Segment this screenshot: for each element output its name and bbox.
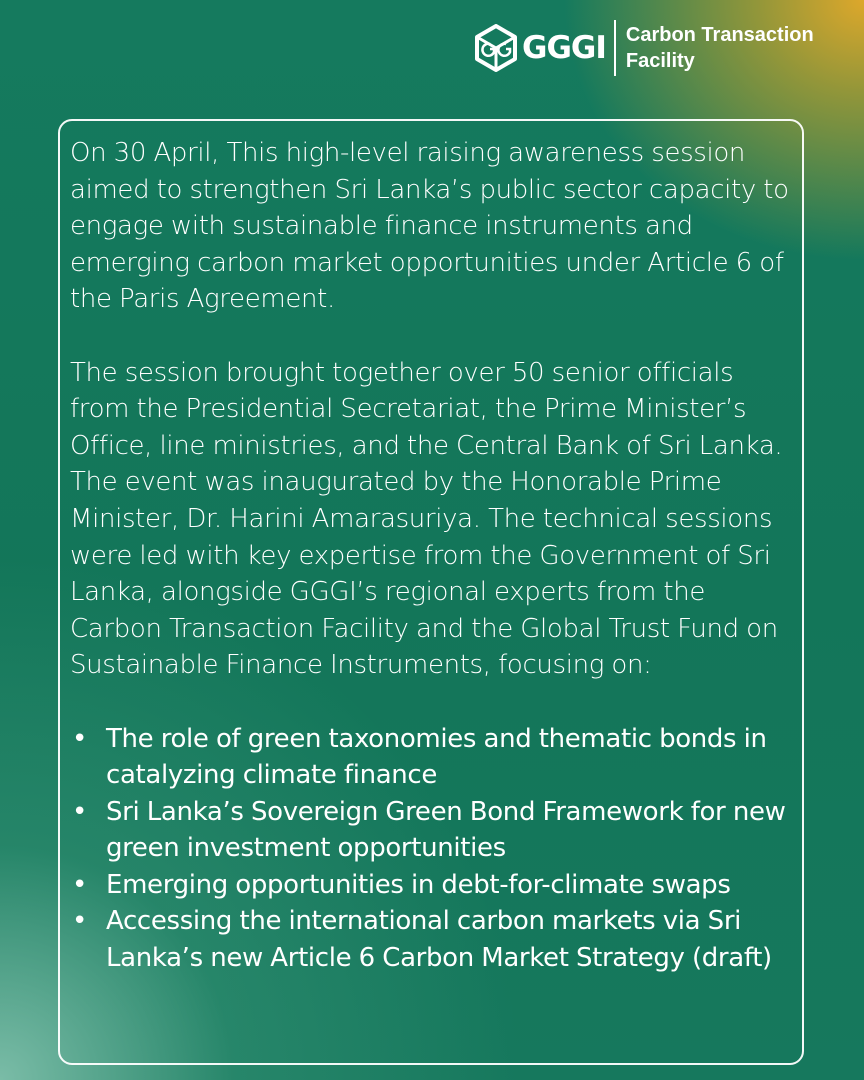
session-paragraph: The session brought together over 50 senior officials from the Presidential Secretariat, the Prime Minister’s Office, line ministries, and the Central Bank of Sri Lanka. The event was inaugurated by the Honorable Prime Minister, Dr. Harini Amarasuriya. The technical sessions were led with key expertise from the Government of Sri Lanka, alongside GGGI’s regional experts from the Carbon Transaction Facility and the Global Trust Fund on Sustainable Finance Instruments, focusing on: — [70, 357, 783, 681]
bullet-icon: • — [72, 723, 87, 754]
gggi-logo — [474, 18, 844, 78]
logo-divider — [614, 20, 616, 76]
content-panel — [58, 119, 804, 1065]
logo-subtitle-line-1: Carbon Transaction — [625, 24, 814, 46]
list-item — [70, 721, 794, 794]
list-item-text: Sri Lanka’s Sovereign Green Bond Framework for new green investment opportunities — [106, 796, 786, 864]
bullet-icon: • — [72, 796, 87, 827]
gggi-cube-icon — [474, 24, 518, 72]
list-item-text: Emerging opportunities in debt-for-climate swaps — [106, 869, 731, 900]
focus-list — [70, 721, 794, 977]
list-item-text: Accessing the international carbon markets via Sri Lanka’s new Article 6 Carbon Market Strategy (draft) — [106, 906, 772, 974]
logo-subtitle-line-2: Facility — [625, 50, 695, 72]
list-item — [70, 794, 794, 867]
list-item — [70, 867, 794, 904]
bullet-icon: • — [72, 869, 87, 900]
intro-paragraph: On 30 April, This high-level raising awareness session aimed to strengthen Sri Lanka’s public sector capacity to engage with sustainable finance instruments and emerging carbon market opportunities under Article 6 of the Paris Agreement. — [70, 138, 789, 315]
list-item-text: The role of green taxonomies and thematic bonds in catalyzing climate finance — [106, 723, 767, 791]
gggi-wordmark: GGGI — [522, 30, 606, 66]
logo-subtitle — [626, 22, 814, 74]
bullet-icon: • — [72, 906, 87, 937]
list-item — [70, 903, 794, 976]
